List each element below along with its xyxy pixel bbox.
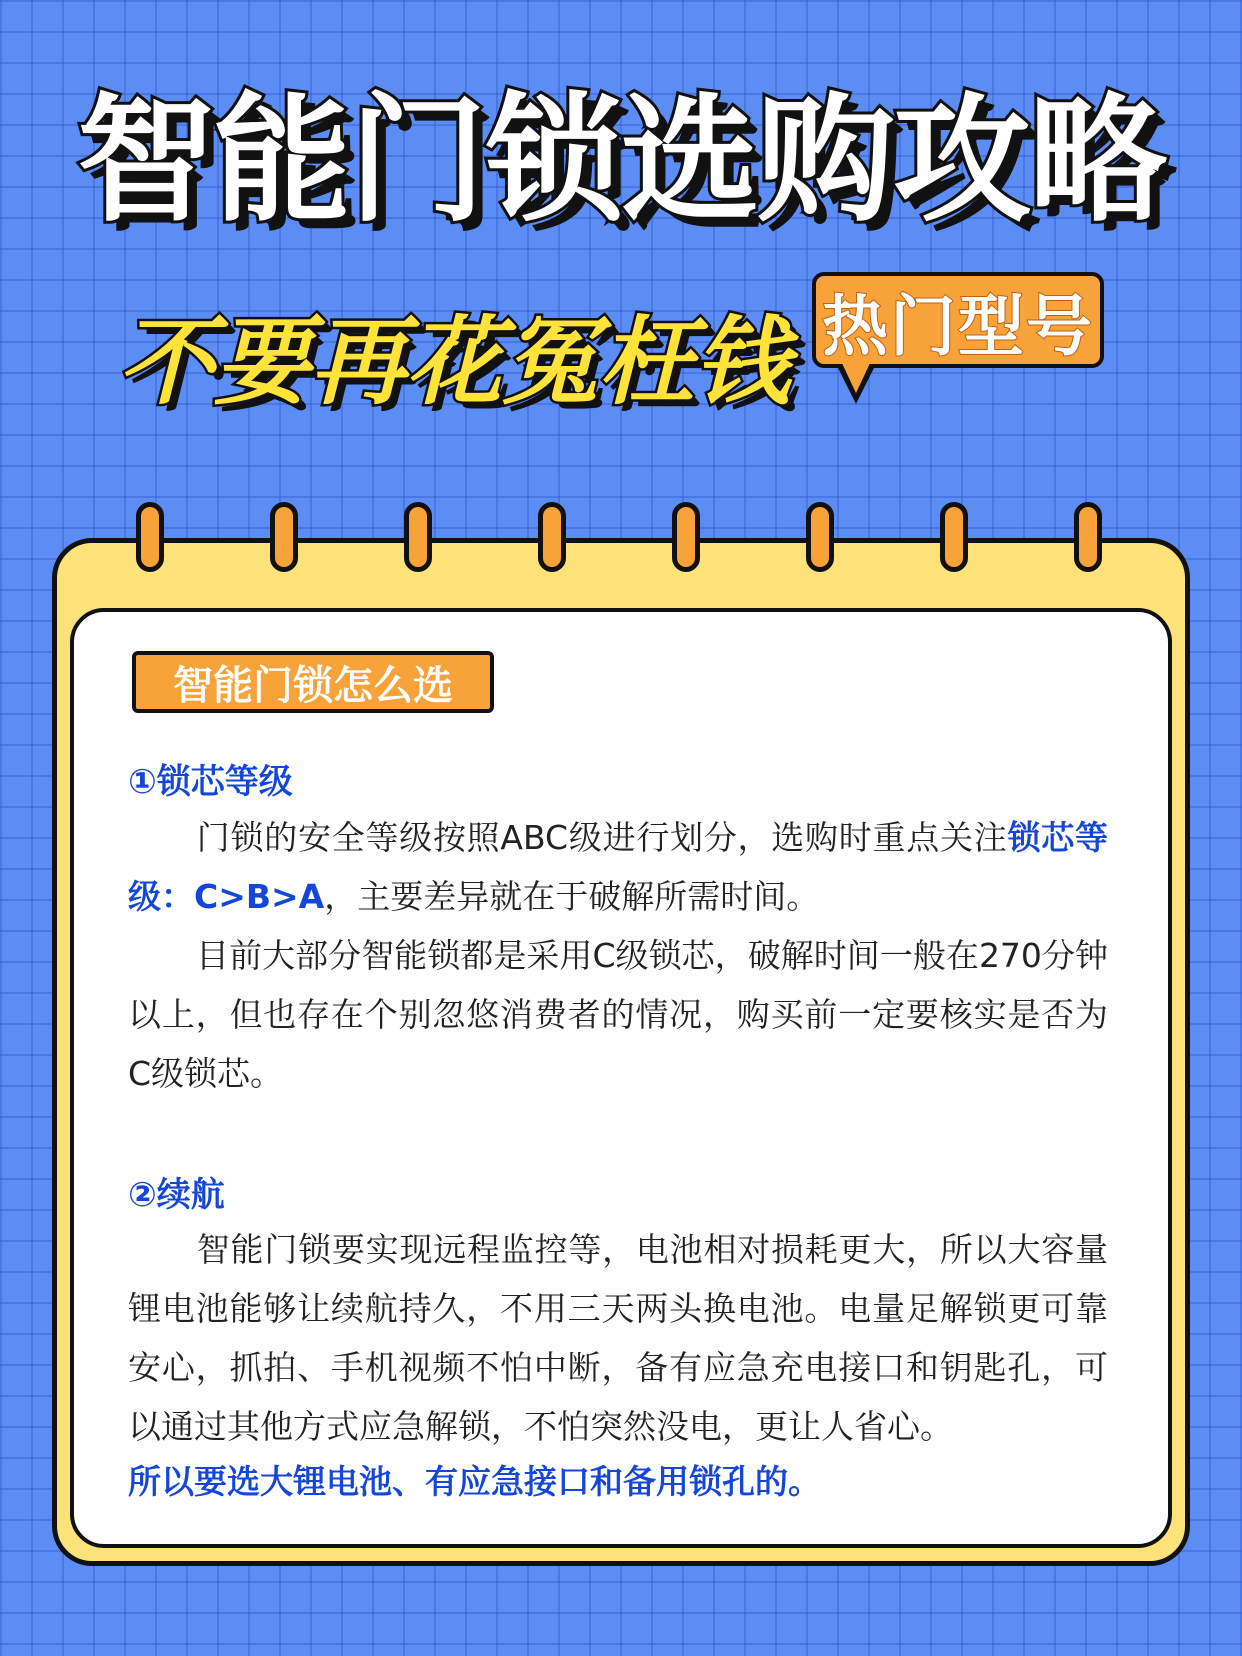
binder-ring bbox=[806, 502, 834, 572]
hot-models-badge bbox=[812, 272, 1104, 368]
speech-bubble-tail-fill bbox=[840, 359, 872, 393]
lock-core-text-end: ，主要差异就在于破解所需时间。 bbox=[324, 877, 820, 916]
binder-ring bbox=[270, 502, 298, 572]
binder-ring bbox=[672, 502, 700, 572]
lock-core-grade-highlight: 锁芯等级：C>B>A bbox=[128, 818, 1109, 916]
battery-conclusion: 所以要选大锂电池、有应急接口和备用锁孔的。 bbox=[128, 1462, 821, 1501]
binder-ring bbox=[404, 502, 432, 572]
page-subtitle: 不要再花冤枉钱 bbox=[118, 306, 790, 418]
battery-text: 智能门锁要实现远程监控等，电池相对损耗更大，所以大容量锂电池能够让续航持久，不用三天两头换电池。电量足解锁更可靠安心，抓拍、手机视频不怕中断，备有应急充电接口和钥匙孔，可以通过其他方式应急解锁，不怕突然没电，更让人省心。 bbox=[128, 1230, 1108, 1446]
lock-core-text: 门锁的安全等级按照ABC级进行划分，选购时重点关注 bbox=[196, 818, 1008, 857]
binder-ring bbox=[136, 502, 164, 572]
hot-models-badge-label: 热门型号 bbox=[822, 287, 1094, 365]
section-tag: 智能门锁怎么选 bbox=[132, 651, 494, 713]
binder-ring bbox=[1074, 502, 1102, 572]
lock-core-detail-text: 目前大部分智能锁都是采用C级锁芯，破解时间一般在270分钟以上，但也存在个别忽悠消费者的情况，购买前一定要核实是否为C级锁芯。 bbox=[128, 936, 1108, 1093]
binder-ring bbox=[940, 502, 968, 572]
lock-core-paragraph-1 bbox=[128, 808, 1108, 926]
section-heading-battery: ②续航 bbox=[128, 1175, 225, 1215]
section-heading-lock-core: ①锁芯等级 bbox=[128, 762, 293, 802]
page-title: 智能门锁选购攻略 bbox=[76, 80, 1165, 241]
battery-paragraph bbox=[128, 1220, 1108, 1456]
lock-core-paragraph-2 bbox=[128, 926, 1108, 1103]
binder-ring bbox=[538, 502, 566, 572]
